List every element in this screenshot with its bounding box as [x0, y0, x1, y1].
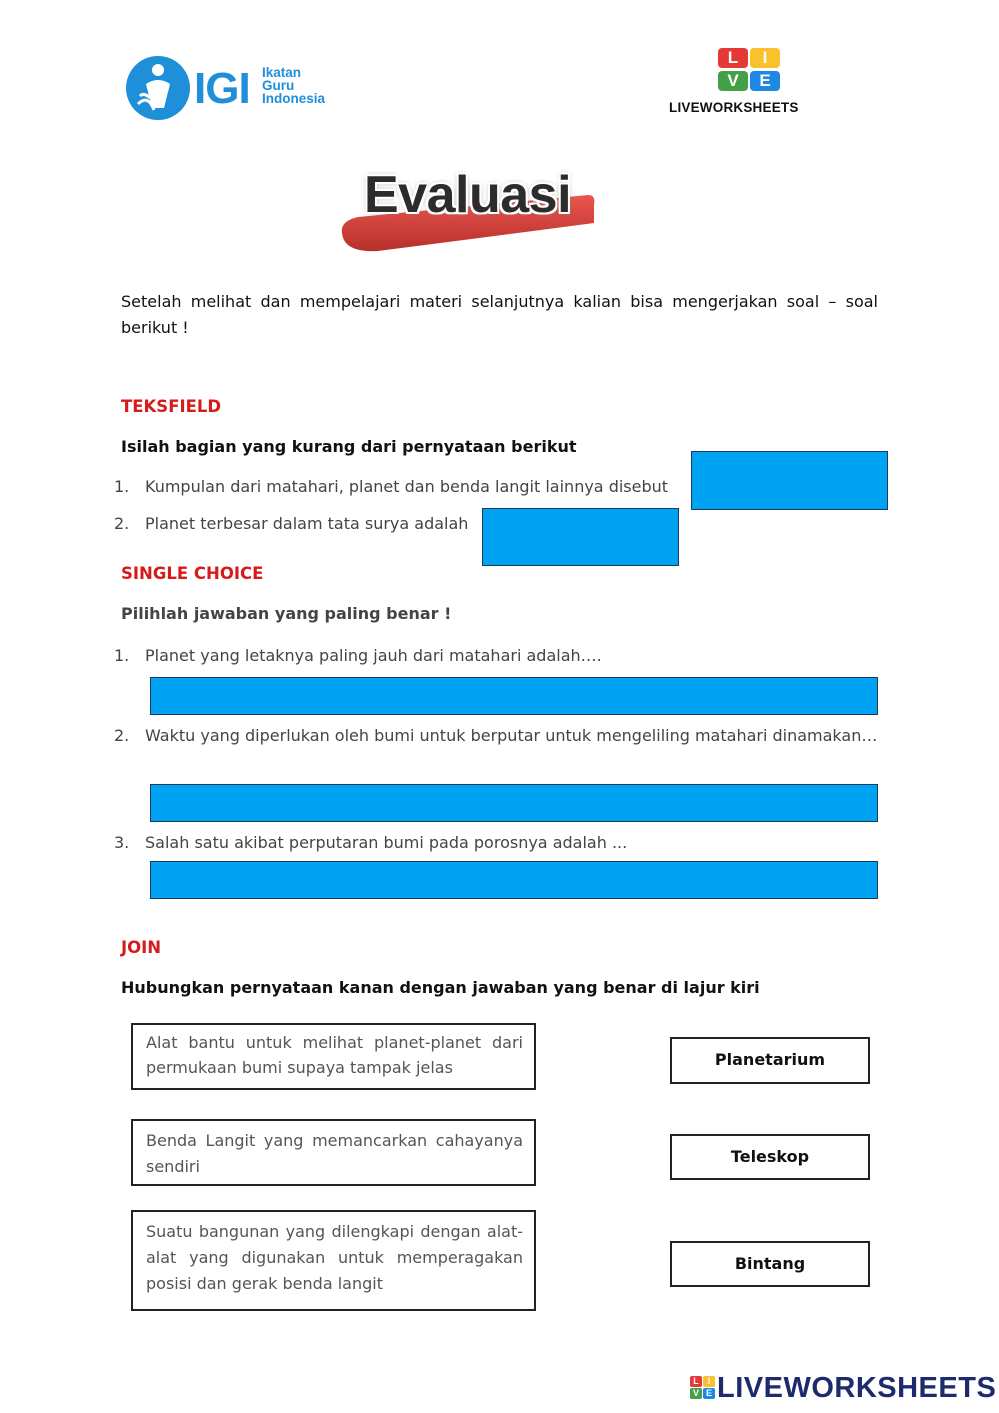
- igi-line-3: Indonesia: [262, 91, 326, 106]
- teksfield-q1-text: Kumpulan dari matahari, planet dan benda langit lainnya disebut: [145, 477, 669, 496]
- igi-wordmark: IGI: [194, 64, 250, 113]
- join-answer-planetarium[interactable]: Planetarium: [670, 1037, 870, 1084]
- join-statement-1[interactable]: [131, 1023, 536, 1090]
- liveworksheets-logo: [666, 46, 836, 118]
- igi-line-1: Ikatan: [262, 65, 302, 80]
- teksfield-q1-number: 1.: [114, 477, 130, 496]
- footer-brand: [690, 1372, 997, 1408]
- single-choice-heading: SINGLE CHOICE: [121, 564, 264, 583]
- footer-tile-l: L: [690, 1376, 702, 1387]
- join-answer-teleskop[interactable]: Teleskop: [670, 1134, 870, 1180]
- igi-logo: [124, 54, 339, 124]
- choice-answer-1-select[interactable]: [150, 677, 878, 715]
- teksfield-q2-text: Planet terbesar dalam tata surya adalah: [145, 514, 469, 533]
- footer-tile-v: V: [690, 1388, 702, 1399]
- join-statement-2-text: Benda Langit yang memancarkan cahayanya sendiri: [146, 1131, 523, 1176]
- intro-paragraph: Setelah melihat dan mempelajari materi selanjutnya kalian bisa mengerjakan soal – soal berikut !: [121, 292, 878, 337]
- choice-q3-number: 3.: [114, 833, 130, 852]
- live-tile-i: I: [750, 48, 780, 68]
- join-answer-bintang[interactable]: Bintang: [670, 1241, 870, 1287]
- join-statement-1-text: Alat bantu untuk melihat planet-planet dari permukaan bumi supaya tampak jelas: [146, 1033, 523, 1077]
- join-instruction: Hubungkan pernyataan kanan dengan jawaban yang benar di lajur kiri: [121, 978, 760, 997]
- choice-q1-number: 1.: [114, 646, 130, 665]
- choice-q2-text: Waktu yang diperlukan oleh bumi untuk berputar untuk mengeliling matahari dinamakan…: [145, 726, 878, 745]
- teksfield-answer-1-input[interactable]: [691, 451, 888, 510]
- choice-q1-text: Planet yang letaknya paling jauh dari matahari adalah….: [145, 646, 602, 665]
- choice-q3-text: Salah satu akibat perputaran bumi pada porosnya adalah ...: [145, 833, 628, 852]
- footer-tile-i: I: [703, 1376, 715, 1387]
- join-statement-3-text: Suatu bangunan yang dilengkapi dengan alat-alat yang digunakan untuk memperagakan posisi dan gerak benda langit: [146, 1222, 523, 1293]
- igi-emblem-icon: [124, 54, 192, 122]
- choice-q2-number: 2.: [114, 726, 130, 745]
- igi-line-2: Guru: [262, 78, 295, 93]
- join-statement-2[interactable]: [131, 1119, 536, 1186]
- teksfield-answer-2-input[interactable]: [482, 508, 679, 566]
- evaluasi-title: Evaluasi: [364, 166, 572, 224]
- single-choice-instruction: Pilihlah jawaban yang paling benar !: [121, 604, 452, 623]
- footer-tile-e: E: [703, 1388, 715, 1399]
- live-tile-e: E: [750, 71, 780, 91]
- live-tile-l: L: [718, 48, 748, 68]
- teksfield-q2-number: 2.: [114, 514, 130, 533]
- join-heading: JOIN: [121, 938, 162, 957]
- join-statement-3[interactable]: [131, 1210, 536, 1311]
- evaluasi-banner: [338, 165, 596, 255]
- choice-answer-2-select[interactable]: [150, 784, 878, 822]
- liveworksheets-wordmark: LIVEWORKSHEETS: [669, 100, 799, 115]
- footer-wordmark: LIVEWORKSHEETS: [717, 1372, 997, 1404]
- teksfield-instruction: Isilah bagian yang kurang dari pernyataan berikut: [121, 437, 577, 456]
- choice-answer-3-select[interactable]: [150, 861, 878, 899]
- teksfield-heading: TEKSFIELD: [121, 397, 222, 416]
- live-tile-v: V: [718, 71, 748, 91]
